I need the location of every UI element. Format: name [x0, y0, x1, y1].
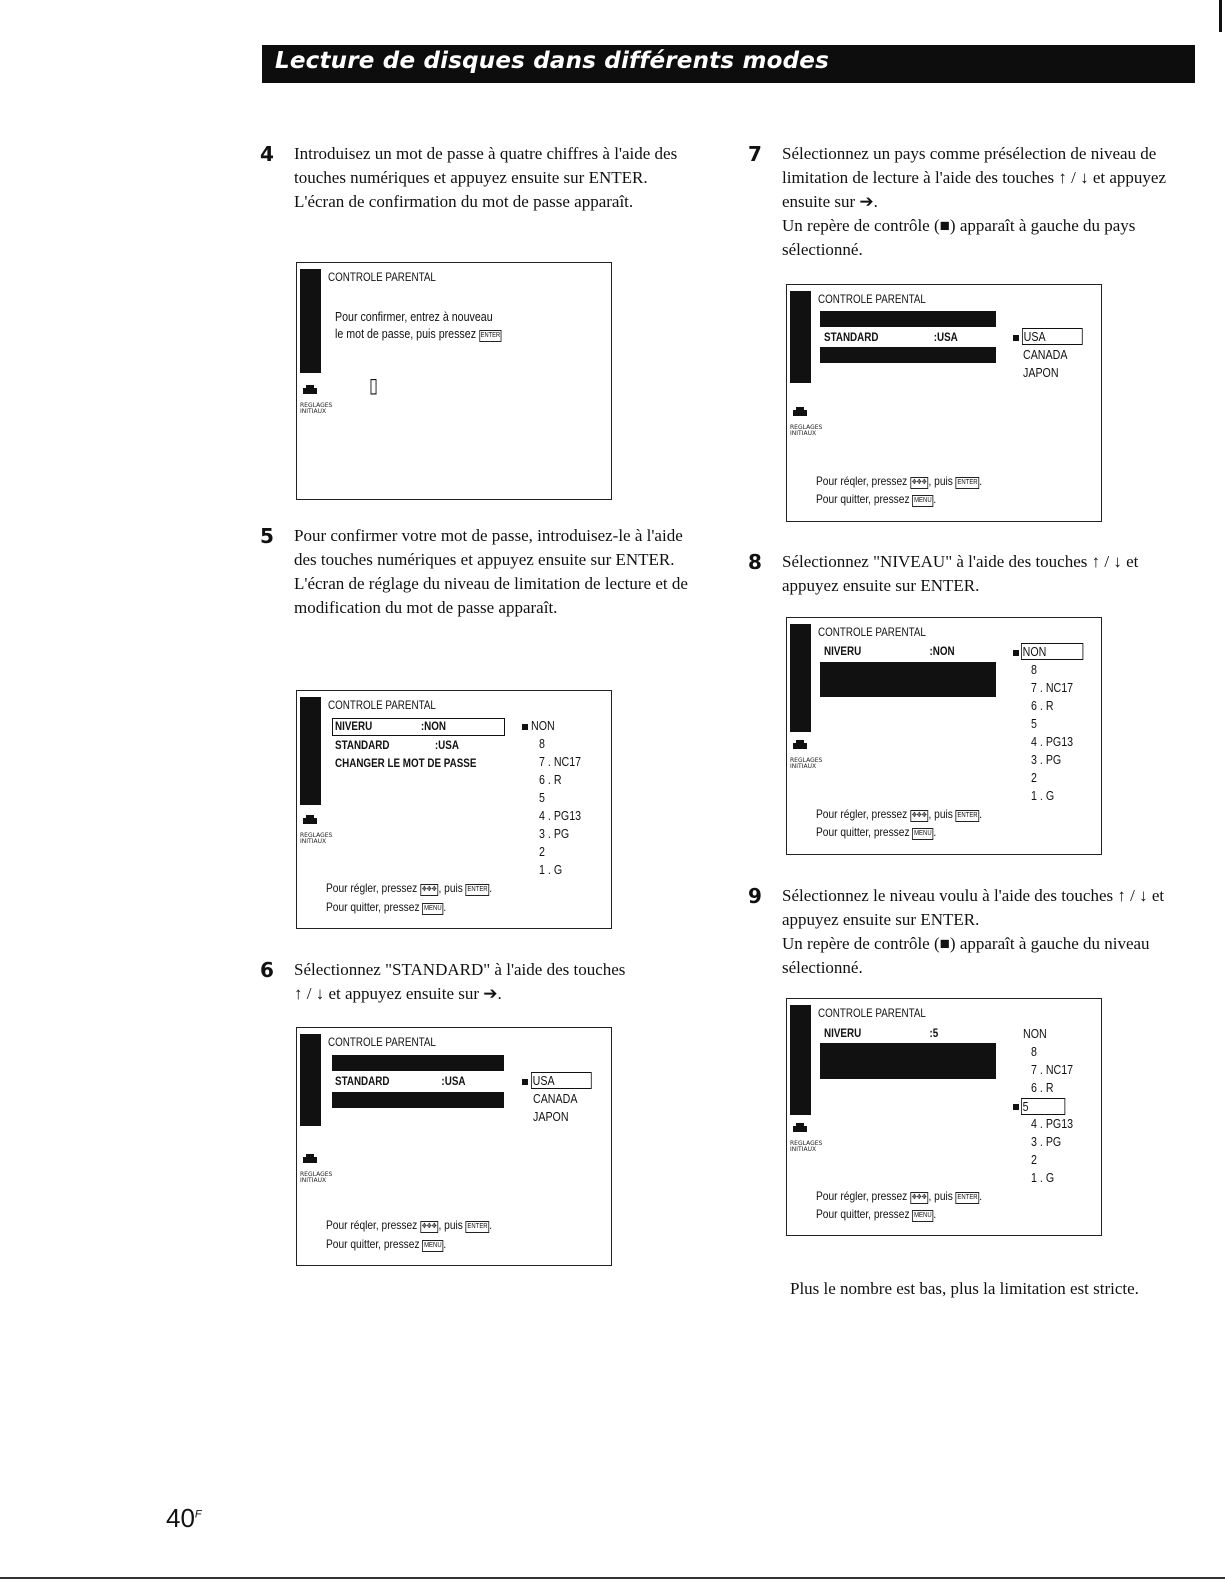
- hint-text: , puis: [928, 1189, 953, 1203]
- step-number: 4: [260, 142, 274, 166]
- hint-text: , puis: [928, 474, 953, 488]
- hint-text: , puis: [928, 807, 953, 821]
- section-header: [262, 45, 1195, 83]
- option-item-selected[interactable]: 5: [1021, 1098, 1065, 1115]
- menu-row-value: :NON: [420, 719, 446, 733]
- step-paragraph: Introduisez un mot de passe à quatre chiffres à l'aide des touches numériques et appuyez ensuite sur ENTER.: [294, 144, 678, 187]
- screen-sidebar: [790, 1005, 811, 1115]
- confirm-line-1: Pour confirmer, entrez à nouveau: [335, 309, 493, 324]
- hint-set: Pour régler, pressez ✥✥✥ , puis ENTER .: [816, 1189, 983, 1203]
- option-item[interactable]: 1 . G: [1031, 1170, 1055, 1185]
- step-number: 9: [748, 884, 762, 908]
- screen-sidebar: [790, 624, 811, 732]
- hint-text: Pour quitter, pressez: [816, 825, 910, 839]
- step-line: ↑ / ↓ et appuyez ensuite sur ➔.: [294, 984, 502, 1003]
- menu-row-disabled-bar: [820, 311, 996, 327]
- screen-title: CONTROLE PARENTAL: [818, 292, 926, 306]
- arrow-keys-icon: ✥✥✥: [420, 884, 438, 896]
- menu-row-standard[interactable]: [824, 330, 958, 344]
- enter-key-icon: ENTER: [956, 477, 980, 489]
- menu-row-disabled-bar: [820, 662, 996, 697]
- screen-level-select: [786, 617, 1102, 855]
- step-paragraph: L'écran de réglage du niveau de limitation de lecture et de modification du mot de passe apparaît.: [294, 574, 688, 617]
- hint-text: Pour quitter, pressez: [816, 1207, 910, 1221]
- confirm-line-2-text: le mot de passe, puis pressez: [335, 326, 477, 341]
- menu-key-icon: MENU: [912, 495, 933, 507]
- option-item[interactable]: 7 . NC17: [539, 754, 582, 769]
- option-item[interactable]: 1 . G: [1031, 788, 1055, 803]
- sidebar-label: REGLAGES INITIAUX: [300, 832, 333, 845]
- hint-quit: Pour quitter, pressez MENU .: [816, 1207, 937, 1221]
- hint-set: Pour réqler, pressez ✥✥✥ , puis ENTER .: [816, 474, 983, 488]
- menu-row-disabled-bar: [820, 347, 996, 363]
- menu-key-icon: MENU: [912, 1210, 933, 1222]
- option-item-selected[interactable]: USA: [531, 1072, 591, 1089]
- option-item[interactable]: CANADA: [1023, 347, 1068, 362]
- sidebar-label: REGLAGES INITIAUX: [790, 1140, 823, 1153]
- menu-key-icon: MENU: [422, 903, 443, 915]
- arrow-keys-icon: ✥✥✥: [420, 1221, 438, 1233]
- sidebar-label: REGLAGES INITIAUX: [790, 424, 823, 437]
- step-number: 5: [260, 524, 274, 548]
- menu-key-icon: MENU: [422, 1240, 443, 1252]
- hint-set: Pour réqler, pressez ✥✥✥ , puis ENTER .: [326, 1218, 493, 1232]
- footer-note: Plus le nombre est bas, plus la limitation est stricte.: [790, 1279, 1139, 1298]
- step-6: [260, 958, 700, 1006]
- step-paragraph: L'écran de confirmation du mot de passe apparaît.: [294, 192, 634, 211]
- edge-mark: [1219, 0, 1222, 32]
- step-8: [748, 550, 1196, 598]
- hint-text: Pour régler, pressez: [816, 1189, 908, 1203]
- step-number: 7: [748, 142, 762, 166]
- arrow-keys-icon: ✥✥✥: [910, 1192, 928, 1204]
- step-4: [260, 142, 700, 214]
- menu-row-label: STANDARD: [335, 1074, 390, 1088]
- hint-text: Pour quitter, pressez: [816, 492, 910, 506]
- page-number-suffix: F: [194, 1508, 202, 1521]
- step-9: [748, 884, 1196, 980]
- menu-row-value: :USA: [434, 738, 459, 752]
- bottom-rule: [0, 1577, 1225, 1579]
- settings-icon: [302, 1154, 318, 1163]
- settings-icon: [792, 740, 808, 749]
- hint-text: , puis: [438, 881, 463, 895]
- menu-row-value: :5: [929, 1026, 939, 1040]
- menu-row-value: :NON: [929, 644, 955, 658]
- screen-title: CONTROLE PARENTAL: [328, 270, 436, 284]
- menu-row-value: :USA: [441, 1074, 466, 1088]
- step-paragraph: Sélectionnez un pays comme présélection de niveau de limitation de lecture à l'aide des touches ↑ / ↓ et appuyez ensuite sur ➔.: [782, 144, 1167, 211]
- menu-row-change-password[interactable]: CHANGER LE MOT DE PASSE: [335, 756, 477, 770]
- screen-title: CONTROLE PARENTAL: [328, 698, 436, 712]
- enter-key-icon: ENTER: [466, 884, 490, 896]
- check-marker: [522, 724, 528, 730]
- check-marker: [1013, 335, 1019, 341]
- option-item[interactable]: 5: [539, 790, 545, 805]
- option-item[interactable]: 5: [1031, 716, 1037, 731]
- step-number: 6: [260, 958, 274, 982]
- option-item[interactable]: 7 . NC17: [1031, 680, 1074, 695]
- settings-icon: [792, 407, 808, 416]
- step-number: 8: [748, 550, 762, 574]
- menu-row-level[interactable]: [824, 644, 955, 658]
- step-paragraph: Un repère de contrôle (■) apparaît à gauche du pays sélectionné.: [782, 216, 1136, 259]
- hint-text: Pour réqler, pressez: [816, 474, 908, 488]
- option-item[interactable]: 3 . PG: [539, 826, 570, 841]
- option-item[interactable]: 4 . PG13: [539, 808, 582, 823]
- step-paragraph: Sélectionnez le niveau voulu à l'aide des touches ↑ / ↓ et appuyez ensuite sur ENTER.: [782, 886, 1165, 929]
- menu-row-label: NIVERU: [335, 719, 373, 733]
- menu-row-disabled-bar: [820, 1043, 996, 1079]
- menu-row-standard[interactable]: [335, 738, 459, 752]
- hint-quit: Pour quitter, pressez MENU .: [326, 1237, 447, 1251]
- hint-text: Pour régler, pressez: [326, 881, 418, 895]
- check-marker: [1013, 650, 1019, 656]
- option-item[interactable]: 1 . G: [539, 862, 563, 877]
- option-item[interactable]: 4 . PG13: [1031, 1116, 1074, 1131]
- section-title: Lecture de disques dans différents modes: [275, 48, 829, 74]
- settings-icon: [302, 815, 318, 824]
- page-number: [166, 1503, 202, 1534]
- hint-text: Pour quitter, pressez: [326, 1237, 420, 1251]
- option-item[interactable]: 7 . NC17: [1031, 1062, 1074, 1077]
- screen-title: CONTROLE PARENTAL: [818, 625, 926, 639]
- menu-row-disabled-bar: [332, 1055, 504, 1071]
- option-item[interactable]: 8: [1031, 662, 1037, 677]
- hint-text: Pour réqler, pressez: [326, 1218, 418, 1232]
- confirm-line-2: [335, 326, 502, 342]
- step-paragraph: Un repère de contrôle (■) apparaît à gauche du niveau sélectionné.: [782, 934, 1150, 977]
- menu-row-level[interactable]: [824, 1026, 938, 1040]
- menu-row-label: STANDARD: [335, 738, 390, 752]
- option-item[interactable]: 3 . PG: [1031, 1134, 1062, 1149]
- screen-parental-main: [296, 690, 612, 929]
- option-item[interactable]: NON: [1023, 1026, 1047, 1041]
- sidebar-label: REGLAGES INITIAUX: [790, 757, 823, 770]
- screen-country-select: [786, 284, 1102, 522]
- arrow-keys-icon: ✥✥✥: [910, 810, 928, 822]
- menu-row-level[interactable]: [335, 719, 446, 733]
- screen-sidebar: [300, 269, 321, 373]
- hint-text: Pour quitter, pressez: [326, 900, 420, 914]
- screen-password-confirm: [296, 262, 612, 500]
- hint-quit: Pour quitter, pressez MENU .: [816, 492, 937, 506]
- menu-row-label: NIVERU: [824, 1026, 862, 1040]
- option-item[interactable]: 8: [539, 736, 545, 751]
- enter-key-icon: ENTER: [479, 330, 502, 342]
- enter-key-icon: ENTER: [466, 1221, 490, 1233]
- screen-sidebar: [300, 1034, 321, 1126]
- screen-sidebar: [790, 291, 811, 383]
- menu-key-icon: MENU: [912, 828, 933, 840]
- hint-set: Pour régler, pressez ✥✥✥ , puis ENTER .: [326, 881, 493, 895]
- option-item[interactable]: JAPON: [1023, 365, 1059, 380]
- page-number-value: 40: [166, 1503, 195, 1533]
- screen-sidebar: [300, 697, 321, 805]
- option-item[interactable]: JAPON: [533, 1109, 569, 1124]
- step-5: [260, 524, 700, 620]
- sidebar-label: REGLAGES INITIAUX: [300, 402, 333, 415]
- enter-key-icon: ENTER: [956, 1192, 980, 1204]
- settings-icon: [302, 385, 318, 394]
- hint-text: , puis: [438, 1218, 463, 1232]
- option-item-selected[interactable]: USA: [1022, 328, 1082, 345]
- option-item[interactable]: NON: [531, 718, 555, 733]
- option-item[interactable]: 4 . PG13: [1031, 734, 1074, 749]
- option-item[interactable]: 2: [539, 844, 545, 859]
- step-line: Sélectionnez "STANDARD" à l'aide des touches: [294, 960, 626, 979]
- step-7: [748, 142, 1196, 262]
- step-paragraph: Sélectionnez "NIVEAU" à l'aide des touches ↑ / ↓ et appuyez ensuite sur ENTER.: [782, 552, 1139, 595]
- menu-row-value: :USA: [933, 330, 958, 344]
- enter-key-icon: ENTER: [956, 810, 980, 822]
- screen-title: CONTROLE PARENTAL: [818, 1006, 926, 1020]
- hint-quit: Pour quitter, pressez MENU .: [816, 825, 937, 839]
- option-item[interactable]: 2: [1031, 1152, 1037, 1167]
- check-marker: [522, 1079, 528, 1085]
- menu-row-label: STANDARD: [824, 330, 879, 344]
- option-item[interactable]: 6 . R: [539, 772, 562, 787]
- option-item[interactable]: 8: [1031, 1044, 1037, 1059]
- option-item[interactable]: 6 . R: [1031, 698, 1054, 713]
- menu-row-disabled-bar: [332, 1092, 504, 1108]
- option-item-selected[interactable]: NON: [1021, 643, 1083, 660]
- password-input-box[interactable]: ▯: [369, 375, 379, 397]
- hint-text: Pour régler, pressez: [816, 807, 908, 821]
- option-item[interactable]: 3 . PG: [1031, 752, 1062, 767]
- option-item[interactable]: 2: [1031, 770, 1037, 785]
- hint-quit: Pour quitter, pressez MENU .: [326, 900, 447, 914]
- sidebar-label: REGLAGES INITIAUX: [300, 1171, 333, 1184]
- check-marker: [1013, 1104, 1019, 1110]
- screen-title: CONTROLE PARENTAL: [328, 1035, 436, 1049]
- menu-row-label: NIVERU: [824, 644, 862, 658]
- settings-icon: [792, 1123, 808, 1132]
- screen-level-selected: [786, 998, 1102, 1236]
- step-paragraph: Pour confirmer votre mot de passe, introduisez-le à l'aide des touches numériques et appuyez ensuite sur ENTER.: [294, 526, 683, 569]
- menu-row-standard[interactable]: [335, 1074, 465, 1088]
- hint-set: Pour régler, pressez ✥✥✥ , puis ENTER .: [816, 807, 983, 821]
- option-item[interactable]: CANADA: [533, 1091, 578, 1106]
- screen-standard-select: [296, 1027, 612, 1266]
- option-item[interactable]: 6 . R: [1031, 1080, 1054, 1095]
- arrow-keys-icon: ✥✥✥: [910, 477, 928, 489]
